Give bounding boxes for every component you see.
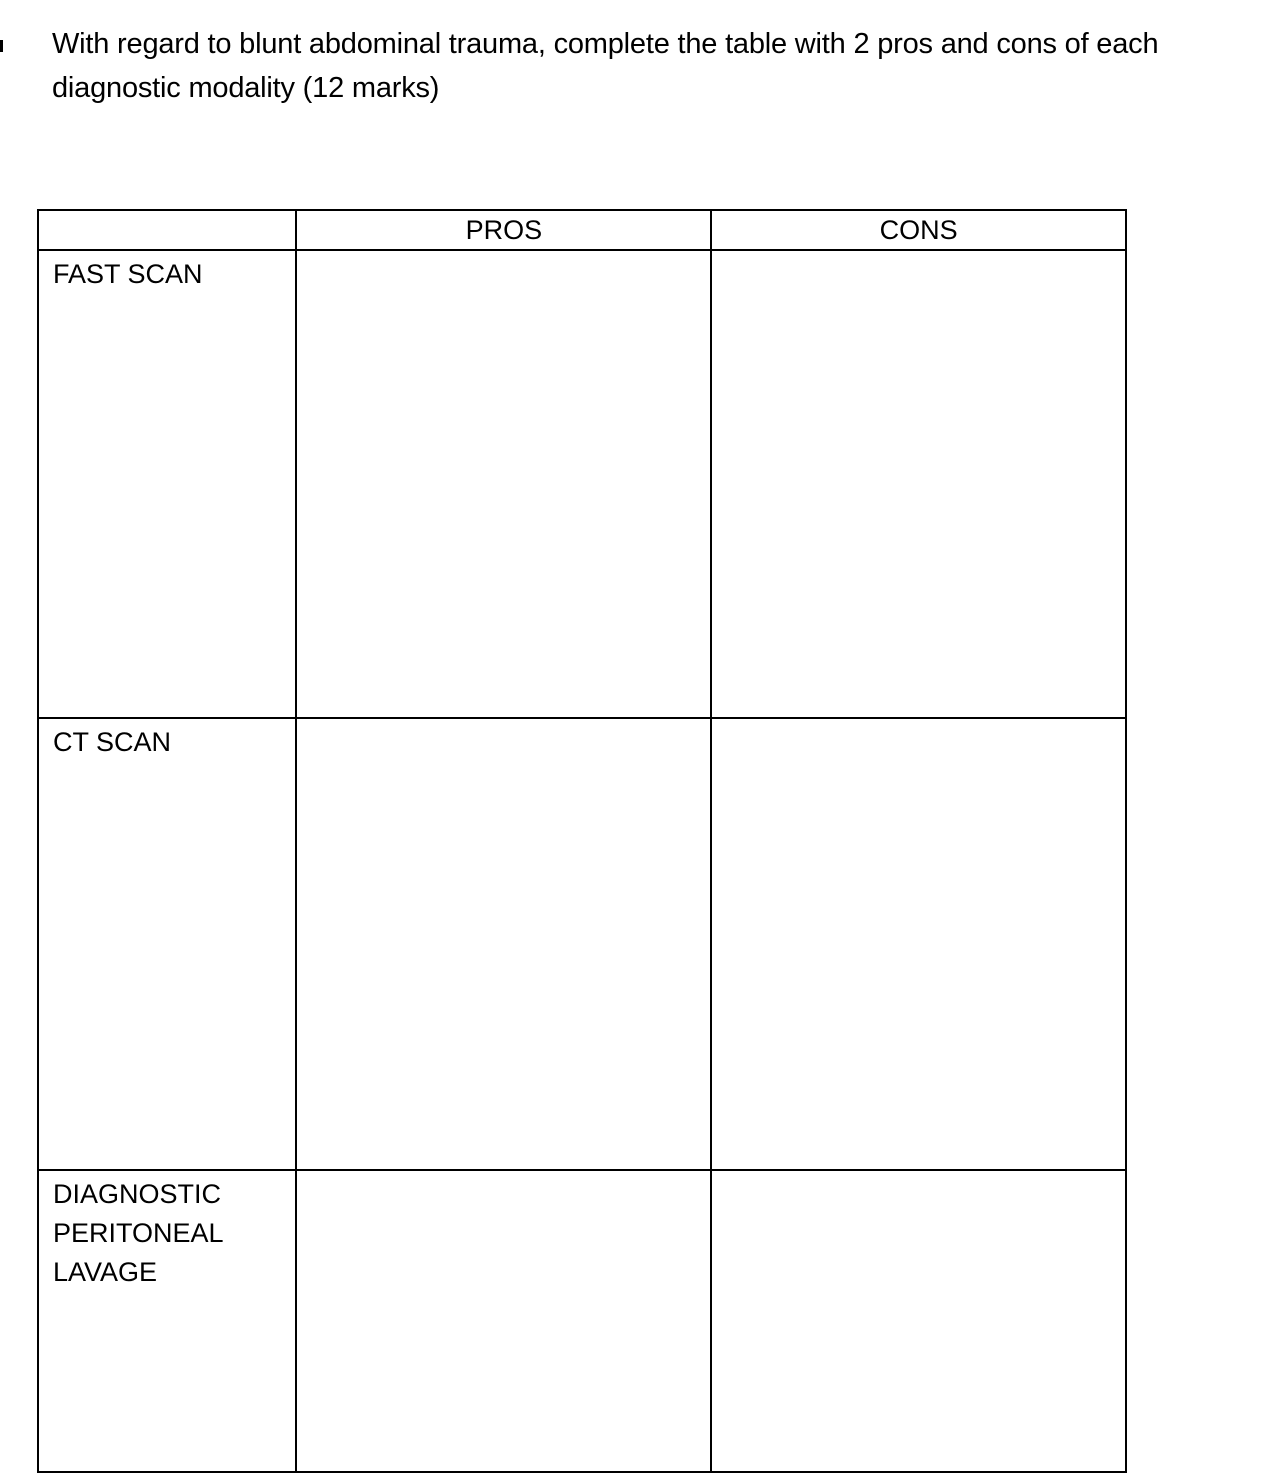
ct-scan-pros-cell[interactable]: [296, 718, 711, 1170]
row-label-cell: [38, 250, 296, 718]
dpl-pros-answer[interactable]: [297, 1171, 710, 1471]
question-number-mark: [0, 40, 3, 52]
fast-scan-cons-cell[interactable]: [711, 250, 1126, 718]
ct-scan-pros-answer[interactable]: [297, 719, 710, 1169]
header-corner-cell: [38, 210, 296, 250]
fast-scan-pros-answer[interactable]: [297, 251, 710, 717]
ct-scan-cons-answer[interactable]: [712, 719, 1125, 1169]
fast-scan-cons-answer[interactable]: [712, 251, 1125, 717]
header-pros: PROS: [296, 210, 711, 250]
header-cons: CONS: [711, 210, 1126, 250]
answer-table: [37, 209, 1127, 1473]
fast-scan-pros-cell[interactable]: [296, 250, 711, 718]
ct-scan-cons-cell[interactable]: [711, 718, 1126, 1170]
row-label-cell: [38, 1170, 296, 1472]
dpl-cons-cell[interactable]: [711, 1170, 1126, 1472]
row-label-fast-scan: FAST SCAN: [53, 259, 203, 289]
row-label-cell: [38, 718, 296, 1170]
table-row-fast-scan: [38, 250, 1126, 718]
row-label-diagnostic-peritoneal-lavage: DIAGNOSTIC PERITONEAL LAVAGE: [53, 1179, 223, 1287]
dpl-cons-answer[interactable]: [712, 1171, 1125, 1471]
row-label-ct-scan: CT SCAN: [53, 727, 172, 757]
dpl-pros-cell[interactable]: [296, 1170, 711, 1472]
table-row-ct-scan: [38, 718, 1126, 1170]
question-text: With regard to blunt abdominal trauma, complete the table with 2 pros and cons of each diagnostic modality (12 marks): [52, 28, 1159, 104]
table-header-row: [38, 210, 1126, 250]
table-row-diagnostic-peritoneal-lavage: [38, 1170, 1126, 1472]
